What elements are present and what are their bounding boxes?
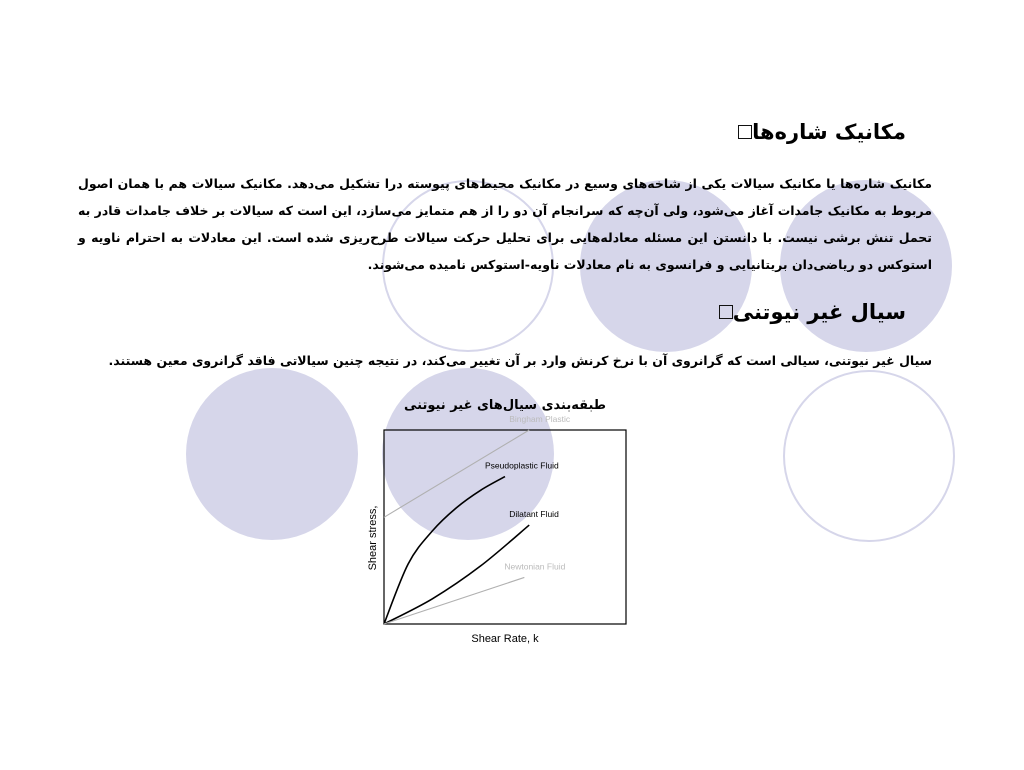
non-newtonian-paragraph: سیال غیر نیوتنی، سیالی است که گرانروی آن با نرخ کرنش وارد بر آن تغییر می‌کند، در نتیجه چنین سیالاتی فاقد گرانروی معین هستند. [108,353,932,368]
plot-frame [384,430,626,624]
fluid-mechanics-paragraph: مکانیک شاره‌ها یا مکانیک سیالات یکی از شاخه‌های وسیع در مکانیک محیط‌های پیوسته درا تشکیل می‌دهد. مکانیک سیالات هم با همان اصول مربوط به مکانیک جامدات آغاز می‌شود، ولی آن‌چه که سرانجام آن دو را از هم متمایز می‌سازد، این است که سیالات بر خلاف جامدات قادر به تحمل تنش برشی نیست. با دانستن این مسئله معادله‌هایی برای تحلیل حرکت سیالات طرح‌ریزی شده است. این معادلات به احترام ناویه و استوکس دو ریاضی‌دان بریتانیایی و فرانسوی به نام معادلات ناویه-استوکس نامیده می‌شوند. [78,176,932,272]
flow-curve-chart [360,414,640,650]
x-axis-label: Shear Rate, k [471,633,539,645]
section-heading-fluid-mechanics [722,120,906,144]
series-line-bingham-plastic [384,430,529,517]
series-line-dilatant-fluid [384,525,529,624]
section-heading-non-newtonian [703,300,906,324]
y-axis-label: Shear stress, [367,505,379,571]
series-label: Newtonian Fluid [504,561,566,572]
decorative-circle [186,368,358,540]
series-label: Dilatant Fluid [509,509,559,520]
series-line-pseudoplastic-fluid [384,477,505,624]
figure-title: طبقه‌بندی سیال‌های غیر نیوتنی [404,398,606,413]
heading-text: مکانیک شاره‌ها [752,120,906,144]
series-label: Pseudoplastic Fluid [485,460,559,471]
checkbox-bullet-icon [719,305,733,319]
decorative-ring [783,370,955,542]
checkbox-bullet-icon [738,125,752,139]
series-label: Bingham Plastic [509,414,571,424]
heading-text: سیال غیر نیوتنی [732,300,906,324]
